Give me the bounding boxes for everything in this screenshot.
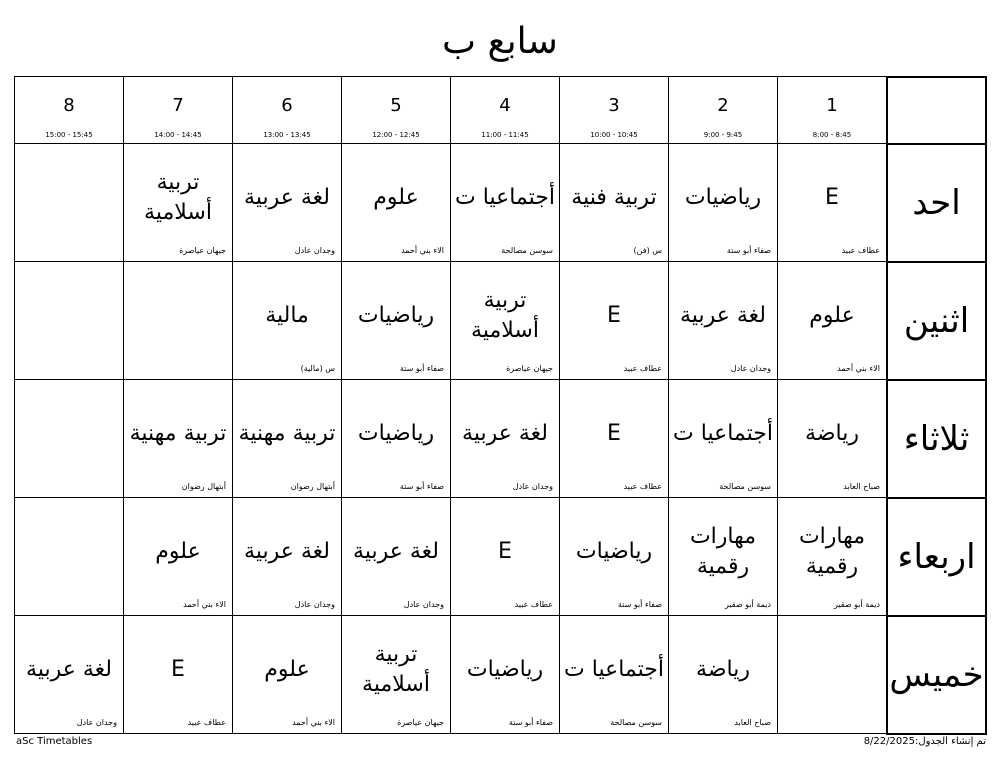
lesson-cell — [560, 144, 669, 262]
lesson-teacher: ديمة أبو صقير — [724, 600, 771, 609]
lesson-subject: أجتماعيا ت — [564, 657, 664, 682]
day-label: اربعاء — [887, 498, 986, 616]
lesson-teacher: الاء بني أحمد — [401, 246, 444, 255]
period-header — [233, 77, 342, 144]
day-label: اثنين — [887, 262, 986, 380]
lesson-cell — [669, 498, 778, 616]
lesson-subject: لغة عربية — [353, 539, 439, 564]
lesson-cell — [124, 144, 233, 262]
lesson-cell — [669, 144, 778, 262]
lesson-subject: E — [171, 657, 185, 682]
lesson-subject: رياضيات — [466, 657, 544, 682]
period-number: 8 — [63, 94, 75, 116]
lesson-cell — [233, 144, 342, 262]
lesson-teacher: س (مالية) — [300, 364, 335, 373]
timetable-grid — [14, 76, 887, 734]
period-time: 10:00 - 10:45 — [590, 131, 638, 139]
lesson-cell — [15, 144, 124, 262]
lesson-cell — [342, 144, 451, 262]
period-time: 14:00 - 14:45 — [154, 131, 202, 139]
day-row-tuesday — [15, 380, 887, 498]
lesson-subject — [19, 276, 119, 356]
day-label: خميس — [887, 616, 986, 734]
period-time: 13:00 - 13:45 — [263, 131, 311, 139]
lesson-subject: مالية — [265, 303, 309, 328]
lesson-teacher: عطاف عبيد — [187, 718, 226, 727]
lesson-cell — [15, 498, 124, 616]
period-header — [124, 77, 233, 144]
lesson-subject: مهارات رقمية — [689, 524, 757, 579]
day-column — [886, 76, 987, 735]
lesson-cell — [342, 380, 451, 498]
lesson-cell — [778, 616, 887, 734]
lesson-teacher: عطاف عبيد — [623, 364, 662, 373]
lesson-subject — [128, 276, 228, 356]
lesson-cell — [778, 380, 887, 498]
period-number: 2 — [717, 94, 729, 116]
lesson-subject — [19, 158, 119, 238]
lesson-teacher: جيهان عياصرة — [179, 246, 226, 255]
footer-software-name: aSc Timetables — [16, 736, 93, 747]
lesson-cell — [15, 262, 124, 380]
lesson-cell — [778, 262, 887, 380]
lesson-cell — [451, 380, 560, 498]
period-time: 12:00 - 12:45 — [372, 131, 420, 139]
day-row-monday — [15, 262, 887, 380]
lesson-cell — [233, 498, 342, 616]
lesson-cell — [451, 498, 560, 616]
lesson-teacher: صفاء أبو ستة — [508, 718, 553, 727]
period-header — [560, 77, 669, 144]
lesson-subject: تربية أسلامية — [144, 170, 212, 225]
lesson-subject: علوم — [809, 303, 855, 328]
lesson-cell — [778, 498, 887, 616]
period-header — [669, 77, 778, 144]
lesson-cell — [342, 616, 451, 734]
lesson-subject — [782, 630, 882, 710]
lesson-subject: رياضيات — [684, 185, 762, 210]
lesson-teacher: وجدان عادل — [403, 600, 444, 609]
lesson-subject: لغة عربية — [244, 185, 330, 210]
lesson-cell — [233, 380, 342, 498]
lesson-cell — [15, 616, 124, 734]
lesson-subject: علوم — [264, 657, 310, 682]
lesson-teacher: صفاء أبو ستة — [399, 364, 444, 373]
lesson-cell — [233, 616, 342, 734]
lesson-subject: أجتماعيا ت — [455, 185, 555, 210]
period-number: 3 — [608, 94, 620, 116]
period-time: 8:00 - 8:45 — [812, 131, 852, 139]
day-row-sunday — [15, 144, 887, 262]
lesson-teacher: وجدان عادل — [76, 718, 117, 727]
lesson-cell — [451, 262, 560, 380]
lesson-subject: رياضة — [696, 657, 750, 682]
page-title: سابع ب — [442, 21, 558, 62]
lesson-subject: E — [607, 303, 621, 328]
lesson-subject: تربية مهنية — [129, 421, 227, 446]
lesson-cell — [233, 262, 342, 380]
lesson-subject: E — [607, 421, 621, 446]
period-number: 5 — [390, 94, 402, 116]
day-label: ثلاثاء — [887, 380, 986, 498]
lesson-cell — [451, 144, 560, 262]
lesson-teacher: صفاء أبو ستة — [399, 482, 444, 491]
period-header — [342, 77, 451, 144]
lesson-teacher: الاء بني أحمد — [837, 364, 880, 373]
lesson-subject — [19, 394, 119, 474]
lesson-teacher: سوسن مصالحة — [719, 482, 771, 491]
lesson-teacher: وجدان عادل — [512, 482, 553, 491]
corner-cell — [887, 77, 986, 144]
lesson-cell — [451, 616, 560, 734]
lesson-cell — [560, 262, 669, 380]
lesson-cell — [778, 144, 887, 262]
lesson-teacher: وجدان عادل — [294, 600, 335, 609]
lesson-teacher: صباح العابد — [843, 482, 880, 491]
period-header — [451, 77, 560, 144]
lesson-subject: مهارات رقمية — [798, 524, 866, 579]
lesson-subject: رياضيات — [357, 421, 435, 446]
lesson-teacher: سوسن مصالحة — [610, 718, 662, 727]
lesson-cell — [669, 616, 778, 734]
lesson-teacher: الاء بني أحمد — [292, 718, 335, 727]
lesson-teacher: جيهان عياصرة — [397, 718, 444, 727]
lesson-subject: تربية فنية — [571, 185, 657, 210]
lesson-subject — [19, 512, 119, 592]
lesson-subject: لغة عربية — [26, 657, 112, 682]
lesson-cell — [15, 380, 124, 498]
lesson-teacher: سوسن مصالحة — [501, 246, 553, 255]
period-header — [778, 77, 887, 144]
lesson-teacher: عطاف عبيد — [623, 482, 662, 491]
lesson-subject: لغة عربية — [680, 303, 766, 328]
lesson-cell — [124, 498, 233, 616]
lesson-cell — [560, 498, 669, 616]
lesson-teacher: ديمة أبو صقير — [833, 600, 880, 609]
lesson-subject: علوم — [373, 185, 419, 210]
day-row-wednesday — [15, 498, 887, 616]
lesson-subject: أجتماعيا ت — [673, 421, 773, 446]
lesson-cell — [669, 380, 778, 498]
lesson-cell — [560, 616, 669, 734]
period-header — [15, 77, 124, 144]
lesson-subject: رياضيات — [575, 539, 653, 564]
day-row-thursday — [15, 616, 887, 734]
day-label: احد — [887, 144, 986, 262]
lesson-teacher: صفاء أبو ستة — [617, 600, 662, 609]
lesson-subject: تربية مهنية — [238, 421, 336, 446]
lesson-subject: لغة عربية — [244, 539, 330, 564]
lesson-cell — [669, 262, 778, 380]
period-time: 11:00 - 11:45 — [481, 131, 529, 139]
period-number: 1 — [826, 94, 838, 116]
period-number: 6 — [281, 94, 293, 116]
lesson-teacher: صباح العابد — [734, 718, 771, 727]
lesson-subject: تربية أسلامية — [362, 642, 430, 697]
lesson-teacher: صفاء أبو ستة — [726, 246, 771, 255]
lesson-teacher: س (فن) — [633, 246, 662, 255]
lesson-teacher: وجدان عادل — [730, 364, 771, 373]
lesson-subject: رياضيات — [357, 303, 435, 328]
periods-header-row — [15, 77, 887, 144]
lesson-cell — [124, 616, 233, 734]
period-number: 7 — [172, 94, 184, 116]
lesson-subject: E — [825, 185, 839, 210]
lesson-subject: علوم — [155, 539, 201, 564]
lesson-subject: لغة عربية — [462, 421, 548, 446]
lesson-teacher: أبتهال رضوان — [290, 482, 335, 491]
footer-created-date: تم إنشاء الجدول:8/22/2025 — [863, 736, 986, 747]
period-time: 15:00 - 15:45 — [45, 131, 93, 139]
lesson-teacher: عطاف عبيد — [841, 246, 880, 255]
lesson-cell — [124, 380, 233, 498]
lesson-cell — [560, 380, 669, 498]
lesson-cell — [124, 262, 233, 380]
period-number: 4 — [499, 94, 511, 116]
lesson-teacher: عطاف عبيد — [514, 600, 553, 609]
lesson-subject: تربية أسلامية — [471, 288, 539, 343]
lesson-subject: رياضة — [805, 421, 859, 446]
lesson-teacher: أبتهال رضوان — [181, 482, 226, 491]
lesson-subject: E — [498, 539, 512, 564]
period-time: 9:00 - 9:45 — [703, 131, 743, 139]
lesson-teacher: الاء بني أحمد — [183, 600, 226, 609]
lesson-cell — [342, 498, 451, 616]
lesson-teacher: وجدان عادل — [294, 246, 335, 255]
lesson-teacher: جيهان عياصرة — [506, 364, 553, 373]
lesson-cell — [342, 262, 451, 380]
